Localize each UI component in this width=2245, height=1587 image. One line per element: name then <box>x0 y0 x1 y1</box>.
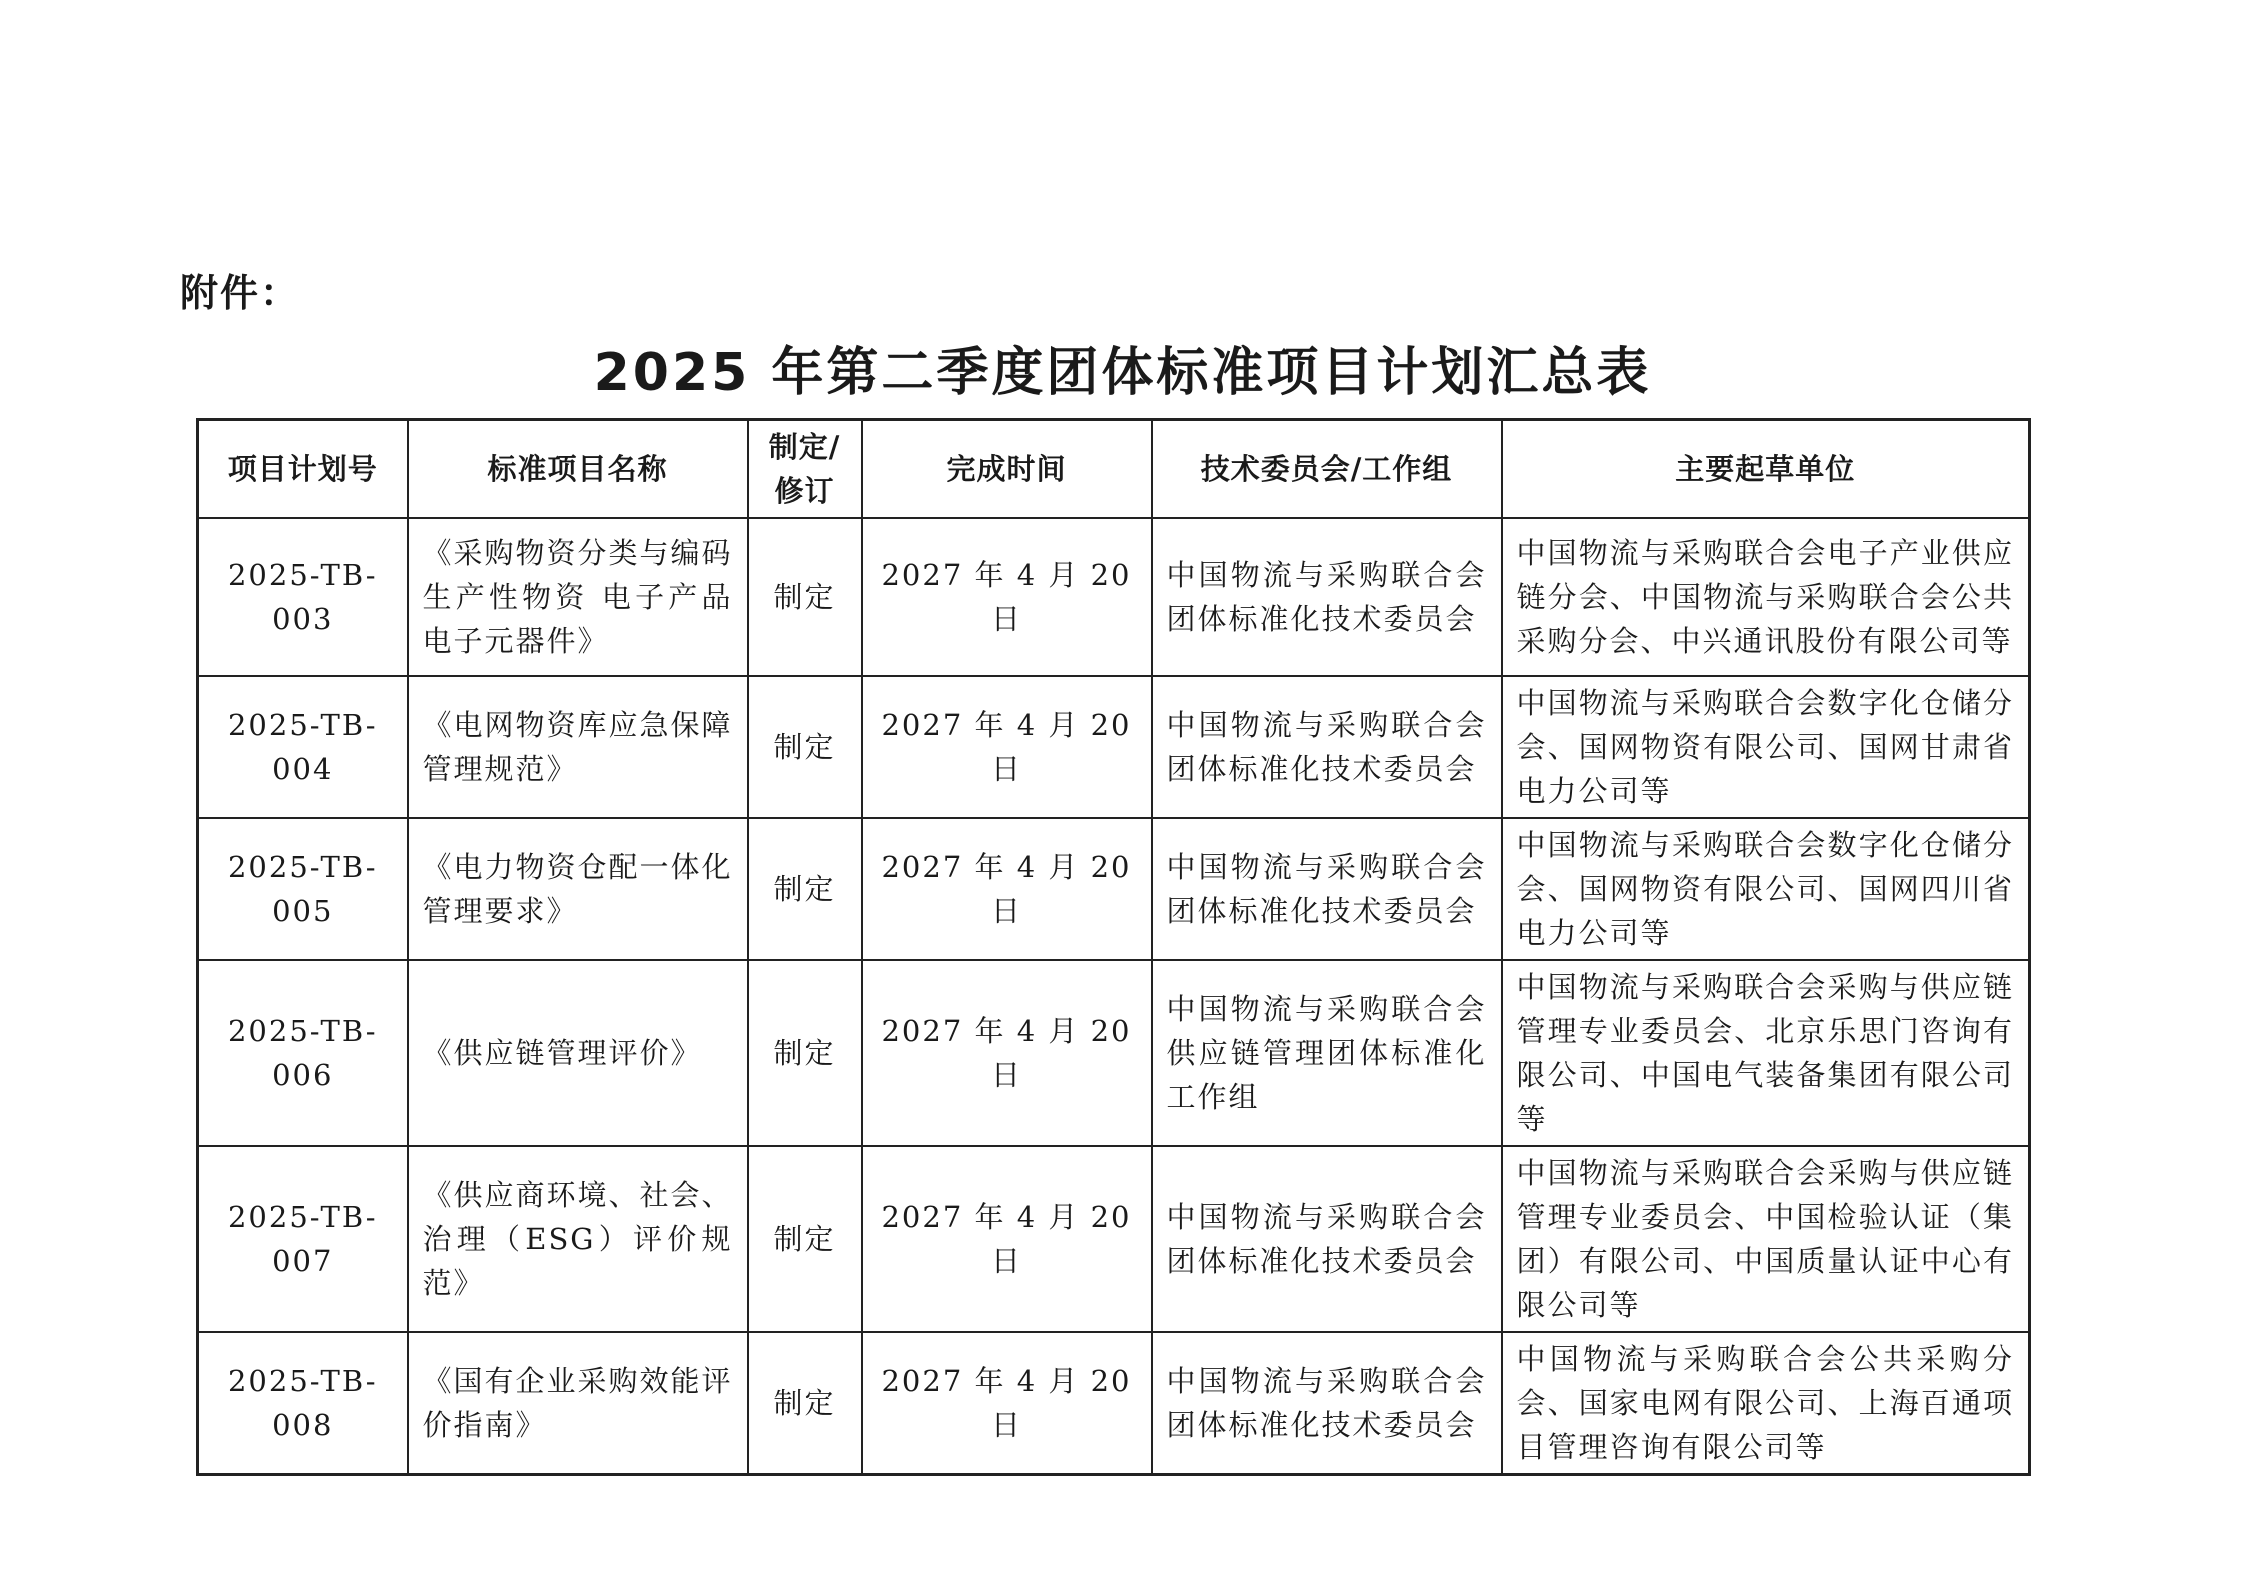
cell-committee: 中国物流与采购联合会团体标准化技术委员会 <box>1152 518 1502 676</box>
cell-standard-name: 《电力物资仓配一体化管理要求》 <box>408 818 748 960</box>
cell-standard-name: 《电网物资库应急保障管理规范》 <box>408 676 748 818</box>
cell-committee: 中国物流与采购联合会团体标准化技术委员会 <box>1152 818 1502 960</box>
cell-type: 制定 <box>748 1146 862 1332</box>
project-plan-table <box>196 418 2031 1476</box>
cell-project-id: 2025-TB-006 <box>198 960 408 1146</box>
cell-standard-name: 《国有企业采购效能评价指南》 <box>408 1332 748 1475</box>
cell-completion-date: 2027 年 4 月 20 日 <box>862 1146 1152 1332</box>
cell-drafting-units: 中国物流与采购联合会电子产业供应链分会、中国物流与采购联合会公共采购分会、中兴通讯股份有限公司等 <box>1502 518 2030 676</box>
header-project-id: 项目计划号 <box>198 420 408 519</box>
cell-completion-date: 2027 年 4 月 20 日 <box>862 1332 1152 1475</box>
cell-drafting-units: 中国物流与采购联合会数字化仓储分会、国网物资有限公司、国网四川省电力公司等 <box>1502 818 2030 960</box>
table-header-row <box>198 420 2030 519</box>
cell-standard-name: 《供应链管理评价》 <box>408 960 748 1146</box>
table-row <box>198 1332 2030 1475</box>
cell-completion-date: 2027 年 4 月 20 日 <box>862 818 1152 960</box>
cell-type: 制定 <box>748 518 862 676</box>
table-row <box>198 676 2030 818</box>
cell-project-id: 2025-TB-008 <box>198 1332 408 1475</box>
cell-committee: 中国物流与采购联合会团体标准化技术委员会 <box>1152 1146 1502 1332</box>
attachment-label: 附件： <box>180 271 301 315</box>
header-completion-date: 完成时间 <box>862 420 1152 519</box>
cell-type: 制定 <box>748 818 862 960</box>
header-committee: 技术委员会/工作组 <box>1152 420 1502 519</box>
cell-project-id: 2025-TB-007 <box>198 1146 408 1332</box>
cell-committee: 中国物流与采购联合会团体标准化技术委员会 <box>1152 676 1502 818</box>
header-standard-name: 标准项目名称 <box>408 420 748 519</box>
header-drafting-units: 主要起草单位 <box>1502 420 2030 519</box>
cell-committee: 中国物流与采购联合会供应链管理团体标准化工作组 <box>1152 960 1502 1146</box>
header-type: 制定/修订 <box>748 420 862 519</box>
page-title: 2025 年第二季度团体标准项目计划汇总表 <box>593 343 1652 403</box>
cell-completion-date: 2027 年 4 月 20 日 <box>862 676 1152 818</box>
cell-completion-date: 2027 年 4 月 20 日 <box>862 960 1152 1146</box>
cell-project-id: 2025-TB-003 <box>198 518 408 676</box>
cell-type: 制定 <box>748 676 862 818</box>
cell-drafting-units: 中国物流与采购联合会采购与供应链管理专业委员会、北京乐思门咨询有限公司、中国电气装备集团有限公司等 <box>1502 960 2030 1146</box>
cell-project-id: 2025-TB-005 <box>198 818 408 960</box>
cell-drafting-units: 中国物流与采购联合会数字化仓储分会、国网物资有限公司、国网甘肃省电力公司等 <box>1502 676 2030 818</box>
table-row <box>198 960 2030 1146</box>
cell-completion-date: 2027 年 4 月 20 日 <box>862 518 1152 676</box>
cell-standard-name: 《采购物资分类与编码 生产性物资 电子产品 电子元器件》 <box>408 518 748 676</box>
cell-type: 制定 <box>748 960 862 1146</box>
cell-project-id: 2025-TB-004 <box>198 676 408 818</box>
cell-type: 制定 <box>748 1332 862 1475</box>
cell-standard-name: 《供应商环境、社会、治理（ESG）评价规范》 <box>408 1146 748 1332</box>
table-row <box>198 518 2030 676</box>
cell-drafting-units: 中国物流与采购联合会采购与供应链管理专业委员会、中国检验认证（集团）有限公司、中国质量认证中心有限公司等 <box>1502 1146 2030 1332</box>
cell-committee: 中国物流与采购联合会团体标准化技术委员会 <box>1152 1332 1502 1475</box>
table-row <box>198 1146 2030 1332</box>
table-row <box>198 818 2030 960</box>
cell-drafting-units: 中国物流与采购联合会公共采购分会、国家电网有限公司、上海百通项目管理咨询有限公司等 <box>1502 1332 2030 1475</box>
